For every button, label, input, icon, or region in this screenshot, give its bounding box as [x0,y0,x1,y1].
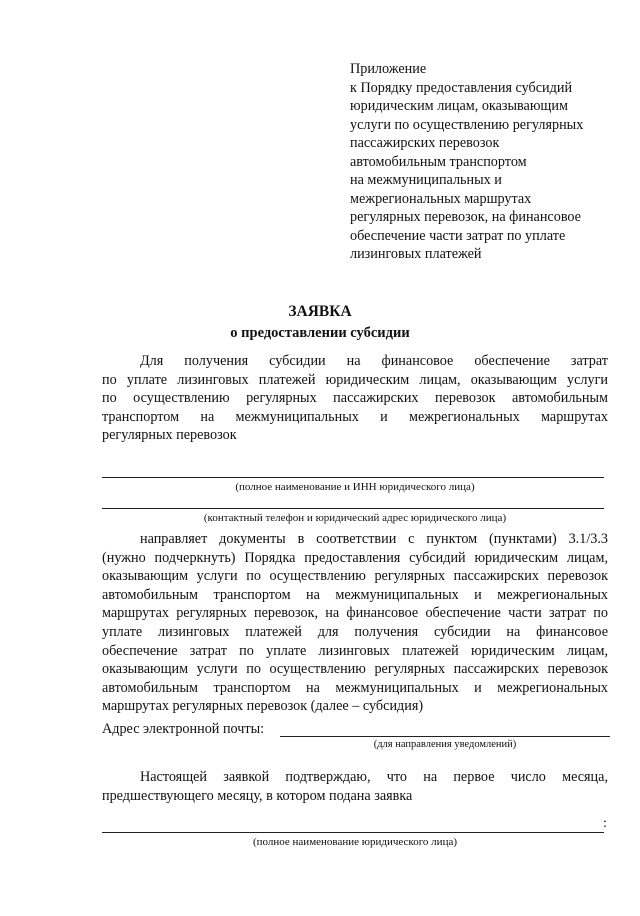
line-colon: : [603,816,607,831]
appendix-line: юридическим лицам, оказывающим [350,98,568,114]
document-title: ЗАЯВКА [288,303,352,320]
appendix-line: Приложение [350,61,427,77]
body-line: (нужно подчеркнуть) Порядка предоставления субсидий юридическим лицам, [102,549,608,566]
full-name-input-line[interactable] [102,832,604,833]
appendix-line: обеспечение части затрат по уплате [350,227,566,244]
body-line: маршрутах регулярных перевозок, на финансовое обеспечение части затрат по [102,605,608,622]
name-inn-caption: (полное наименование и ИНН юридического лица) [235,481,475,493]
body-line: уплате лизинговых платежей для получения субсидии на финансовое [102,623,608,640]
contacts-input-line[interactable] [102,508,604,509]
body-line: оказывающим услуги по осуществлению регулярных пассажирских перевозок [102,568,608,585]
email-caption: (для направления уведомлений) [373,739,517,750]
intro-line: регулярных перевозок [102,427,237,444]
body-paragraph [102,530,608,716]
appendix-line: автомобильным транспортом [350,153,527,170]
body-line: оказывающим услуги по осуществлению регулярных пассажирских перевозок [102,661,608,678]
appendix-line: лизинговых платежей [350,246,482,262]
intro-line: Для получения субсидии на финансовое обеспечение затрат [140,353,608,369]
body-line: маршрутах регулярных перевозок (далее – субсидия) [102,698,424,715]
appendix-line: на межмуниципальных и [350,172,502,188]
email-label: Адрес электронной почты: [102,721,265,737]
intro-line: по уплате лизинговых платежей юридическим лицам, оказывающим услуги [102,371,608,388]
confirm-line: Настоящей заявкой подтверждаю, что на первое число месяца, [140,769,608,785]
appendix-line: к Порядку предоставления субсидий [350,79,573,96]
email-input-line[interactable] [280,736,610,737]
intro-line: транспортом на межмуниципальных и межрегиональных маршрутах [102,408,608,425]
name-inn-input-line[interactable] [102,477,604,478]
contacts-caption: (контактный телефон и юридический адрес юридического лица) [203,512,507,524]
body-line: автомобильным транспортом на межмуниципальных и межрегиональных [102,586,608,603]
appendix-line: пассажирских перевозок [350,135,500,151]
document-subtitle: о предоставлении субсидии [230,325,410,341]
confirm-paragraph [102,768,608,805]
appendix-line: межрегиональных маршрутах [350,190,532,207]
intro-line: по осуществлению регулярных пассажирских перевозок автомобильным [102,390,608,407]
appendix-header [350,60,620,264]
confirm-line: предшествующего месяцу, в котором подана заявка [102,787,413,804]
appendix-line: регулярных перевозок, на финансовое [350,209,581,225]
full-name-caption: (полное наименование юридического лица) [252,836,457,848]
body-line: направляет документы в соответствии с пунктом (пунктами) 3.1/3.3 [140,531,608,547]
intro-paragraph [102,352,608,445]
appendix-line: услуги по осуществлению регулярных [350,116,584,133]
body-line: обеспечение затрат по уплате лизинговых платежей юридическим лицам, [102,642,608,659]
body-line: автомобильным транспортом на межмуниципальных и межрегиональных [102,679,608,696]
